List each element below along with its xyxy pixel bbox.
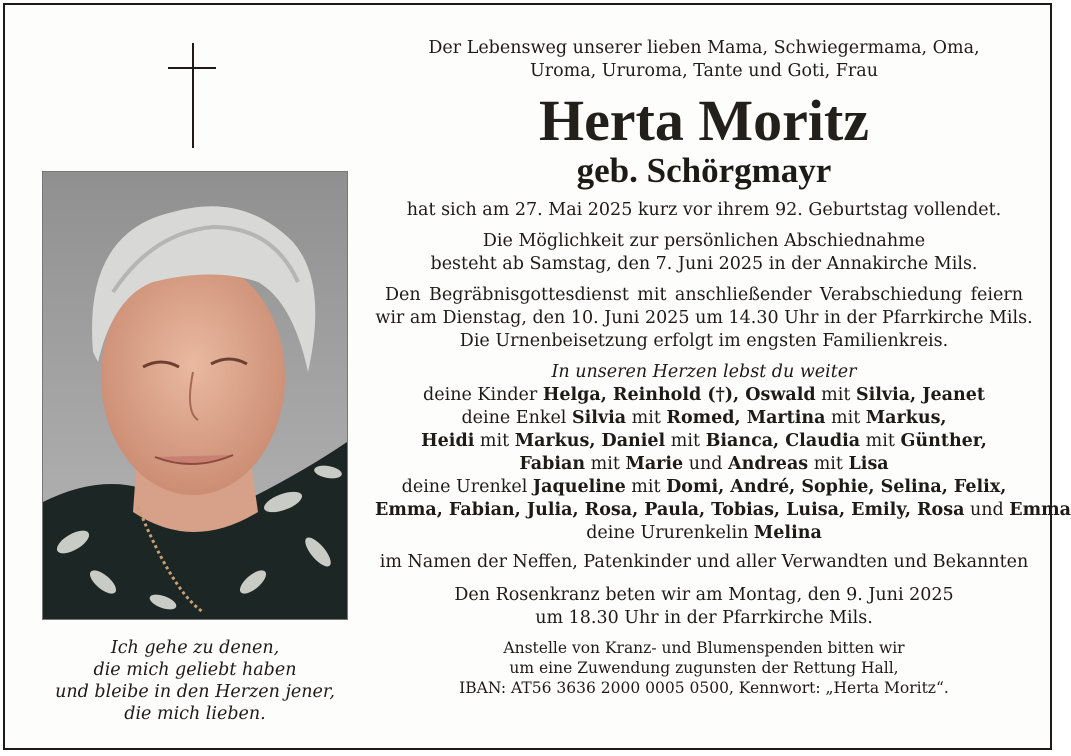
donation-line: Anstelle von Kranz- und Blumenspenden bitten wir: [503, 639, 905, 657]
farewell-line: Die Möglichkeit zur persönlichen Abschiednahme: [482, 231, 926, 251]
rosary-line: um 18.30 Uhr in der Pfarrkirche Mils.: [535, 608, 873, 628]
quote-line: die mich lieben.: [124, 704, 266, 724]
family-line-great-grandchildren: Emma, Fabian, Julia, Rosa, Paula, Tobias, Luisa, Emily, Rosa und Emma: [375, 500, 1071, 520]
deceased-name: Herta Moritz: [538, 88, 870, 153]
funeral-line: Den Begräbnisgottesdienst mit anschließender Verabschiedung feiern: [385, 285, 1023, 305]
quote-line: die mich geliebt haben: [93, 660, 297, 680]
motto: In unseren Herzen lebst du weiter: [551, 362, 857, 382]
memorial-quote: [15, 637, 375, 725]
family-line-children: deine Kinder Helga, Reinhold (†), Oswald mit Silvia, Jeanet: [423, 385, 985, 405]
intro-line: Uroma, Ururoma, Tante und Goti, Frau: [529, 61, 878, 81]
donation-line: um eine Zuwendung zugunsten der Rettung Hall,: [509, 659, 899, 677]
relatives-line: im Namen der Neffen, Patenkinder und aller Verwandten und Bekannten: [379, 552, 1029, 572]
funeral-line: wir am Dienstag, den 10. Juni 2025 um 14.30 Uhr in der Pfarrkirche Mils.: [375, 308, 1033, 328]
family-line-grandchildren: deine Enkel Silvia mit Romed, Martina mit Markus,: [461, 408, 947, 428]
funeral-line: Die Urnenbeisetzung erfolgt im engsten Familienkreis.: [459, 331, 949, 351]
portrait-photo: [42, 171, 348, 620]
announcement-text: [375, 37, 1071, 698]
quote-line: Ich gehe zu denen,: [110, 638, 280, 658]
family-line-grandchildren: Fabian mit Marie und Andreas mit Lisa: [519, 454, 889, 474]
rosary-line: Den Rosenkranz beten wir am Montag, den 9. Juni 2025: [454, 585, 954, 605]
birth-name: geb. Schörgmayr: [576, 151, 832, 190]
obituary-card: [3, 3, 1071, 750]
donation-iban: IBAN: AT56 3636 2000 0005 0500, Kennwort: „Herta Moritz“.: [459, 679, 949, 697]
cross-icon: [5, 5, 245, 165]
family-line-great-grandchildren: deine Urenkel Jaqueline mit Domi, André, Sophie, Selina, Felix,: [401, 477, 1007, 497]
farewell-line: besteht ab Samstag, den 7. Juni 2025 in der Annakirche Mils.: [430, 254, 978, 274]
quote-line: und bleibe in den Herzen jener,: [55, 682, 335, 702]
passing-date: hat sich am 27. Mai 2025 kurz vor ihrem 92. Geburtstag vollendet.: [406, 200, 1002, 220]
family-line-grandchildren: Heidi mit Markus, Daniel mit Bianca, Claudia mit Günther,: [421, 431, 987, 451]
family-line-great-great-grandchild: deine Ururenkelin Melina: [586, 523, 822, 543]
intro-line: Der Lebensweg unserer lieben Mama, Schwiegermama, Oma,: [428, 38, 980, 58]
